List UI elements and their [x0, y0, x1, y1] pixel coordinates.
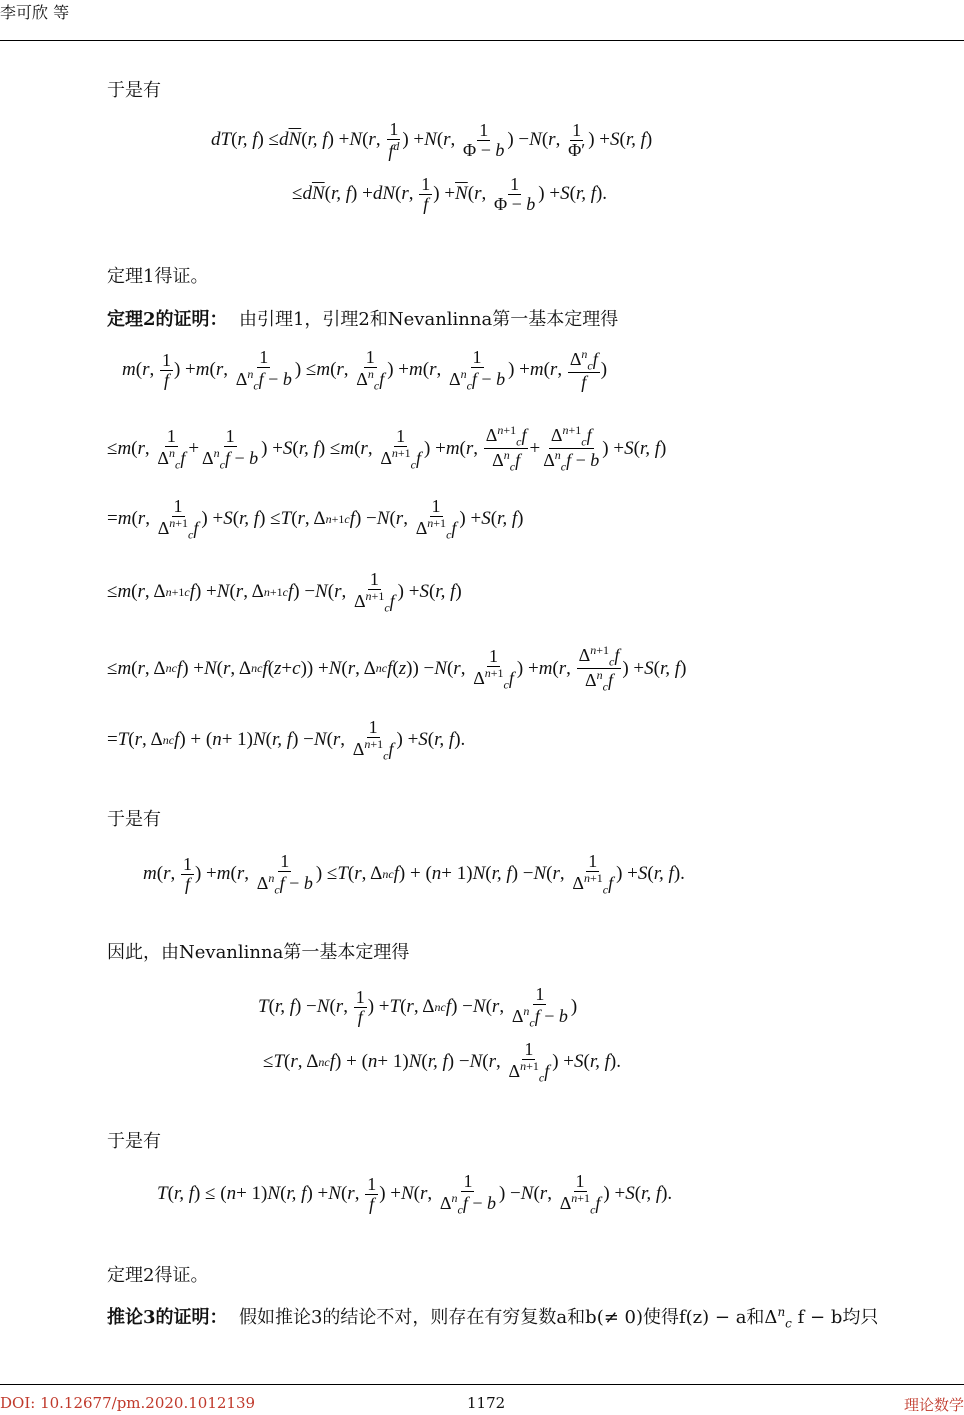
paragraph: 于是有 [107, 809, 161, 830]
footer-journal: 理论数学 [903, 1396, 964, 1414]
equation: = T ( r , Δ n c f ) + ( n + 1) N ( r, f ) − N ( r , $\frac{1}{\Delta^{n+1}_cf}$ ) + S ( r, f ). [107, 717, 466, 763]
equation: T ( r, f ) ≤ ( n + 1) N ( r, f ) + N ( r , $\frac{1}{f}$ ) + N ( r , $\frac{1}{\Delta^n_cf - b}$ ) − N ( r , $\frac{1}{\Delta^{n+1}_cf}$ ) + S ( r, f ). [157, 1171, 673, 1217]
paragraph: 于是有 [107, 80, 161, 101]
footer-rule [0, 1384, 964, 1385]
footer-doi: DOI: 10.12677/pm.2020.1012139 [0, 1394, 256, 1412]
footer-page-number: 1172 [467, 1394, 506, 1412]
paragraph: 定理1得证。 [107, 266, 209, 287]
paragraph: 定理2得证。 [107, 1265, 209, 1286]
equation: ≤ m ( r , Δ n c f ) + N ( r , Δ n c f ( z + c )) + N ( r , Δ n c f ( z )) − N ( r , $\frac{1}{\Delta^{n+1}_cf}$ ) + m ( r , $\frac{\Delta^{n+1}_cf}{\Delta^n_cf}$ ) + S ( r, f ) [107, 643, 687, 694]
equation: ≤ T ( r , Δ n c f ) + ( n + 1) N ( r, f ) − N ( r , $\frac{1}{\Delta^{n+1}_cf}$ ) + S ( r, f ). [263, 1039, 621, 1085]
header-authors: 李可欣 等 [0, 3, 70, 22]
equation: ≤ m ( r , Δ n+1 c f ) + N ( r , Δ n+1 c f ) − N ( r , $\frac{1}{\Delta^{n+1}_cf}$ ) + S ( r, f ) [107, 569, 462, 615]
equation: T ( r, f ) − N ( r , $\frac{1}{f}$ ) + T ( r , Δ n c f ) − N ( r , $\frac{1}{\Delta^n_cf - b}$ ) [258, 984, 578, 1030]
proof-text-tail: f − b均只 [797, 1307, 879, 1328]
equation: m ( r , $\frac{1}{f}$ ) + m ( r , $\frac{1}{\Delta^n_cf - b}$ ) ≤ m ( r , $\frac{1}{\Delta^n_cf}$ ) + m ( r , $\frac{1}{\Delta^n_cf - b}$ ) + m ( r , $\frac{\Delta^n_cf}{f}$ ) [122, 347, 608, 393]
proof-heading: 推论3的证明： [107, 1307, 228, 1328]
paragraph: 于是有 [107, 1131, 161, 1152]
paragraph-proof-2 [107, 305, 618, 331]
paragraph: 因此，由Nevanlinna第一基本定理得 [107, 942, 410, 963]
proof-text: 由引理1，引理2和Nevanlinna第一基本定理得 [238, 309, 619, 330]
proof-heading: 定理2的证明： [107, 309, 228, 330]
equation: m ( r , $\frac{1}{f}$ ) + m ( r , $\frac{1}{\Delta^n_cf - b}$ ) ≤ T ( r , Δ n c f ) + ( n + 1) N ( r, f ) − N ( r , $\frac{1}{\Delta^{n+1}_cf}$ ) + S ( r, f ). [143, 851, 685, 897]
equation: ≤ m ( r , $\frac{1}{\Delta^n_cf}$ + $\frac{1}{\Delta^n_cf - b}$ ) + S ( r, f ) ≤ m ( r , $\frac{1}{\Delta^{n+1}_cf}$ ) + m ( r , $\frac{\Delta^{n+1}_cf}{\Delta^n_cf}$ + $\frac{\Delta^{n+1}_cf}{\Delta^n_cf - b}$ ) + S ( r, f ) [107, 423, 667, 474]
equation: = m ( r , $\frac{1}{\Delta^{n+1}_cf}$ ) + S ( r, f ) ≤ T ( r , Δ n+1 c f ) − N ( r , $\frac{1}{\Delta^{n+1}_cf}$ ) + S ( r, f ) [107, 496, 524, 542]
paragraph-proof-3: 推论3的证明： 假如推论3的结论不对，则存在有穷复数a和b(≠ 0)使得f(z) − a和$\Delta^n_c$ f − b均只 [107, 1305, 879, 1331]
equation: ≤ d $\overline{N}$ ( r, f ) + dN ( r , $\frac{1}{f}$ ) + $\overline{N}$ ( r , $\frac{1}{\Phi - b}$ ) + S ( r, f ). [292, 174, 608, 214]
header-rule [0, 40, 964, 41]
proof-text: 假如推论3的结论不对，则存在有穷复数a和b(≠ 0)使得f(z) − a和Δ [238, 1307, 778, 1328]
equation: dT ( r, f ) ≤ d $\overline{N}$ ( r, f ) + N ( r , $\frac{1}{f^d}$ ) + N ( r , $\frac{1}{\Phi - b}$ ) − N ( r , $\frac{1}{\Phi'}$ ) + S ( r, f ) [211, 119, 653, 161]
